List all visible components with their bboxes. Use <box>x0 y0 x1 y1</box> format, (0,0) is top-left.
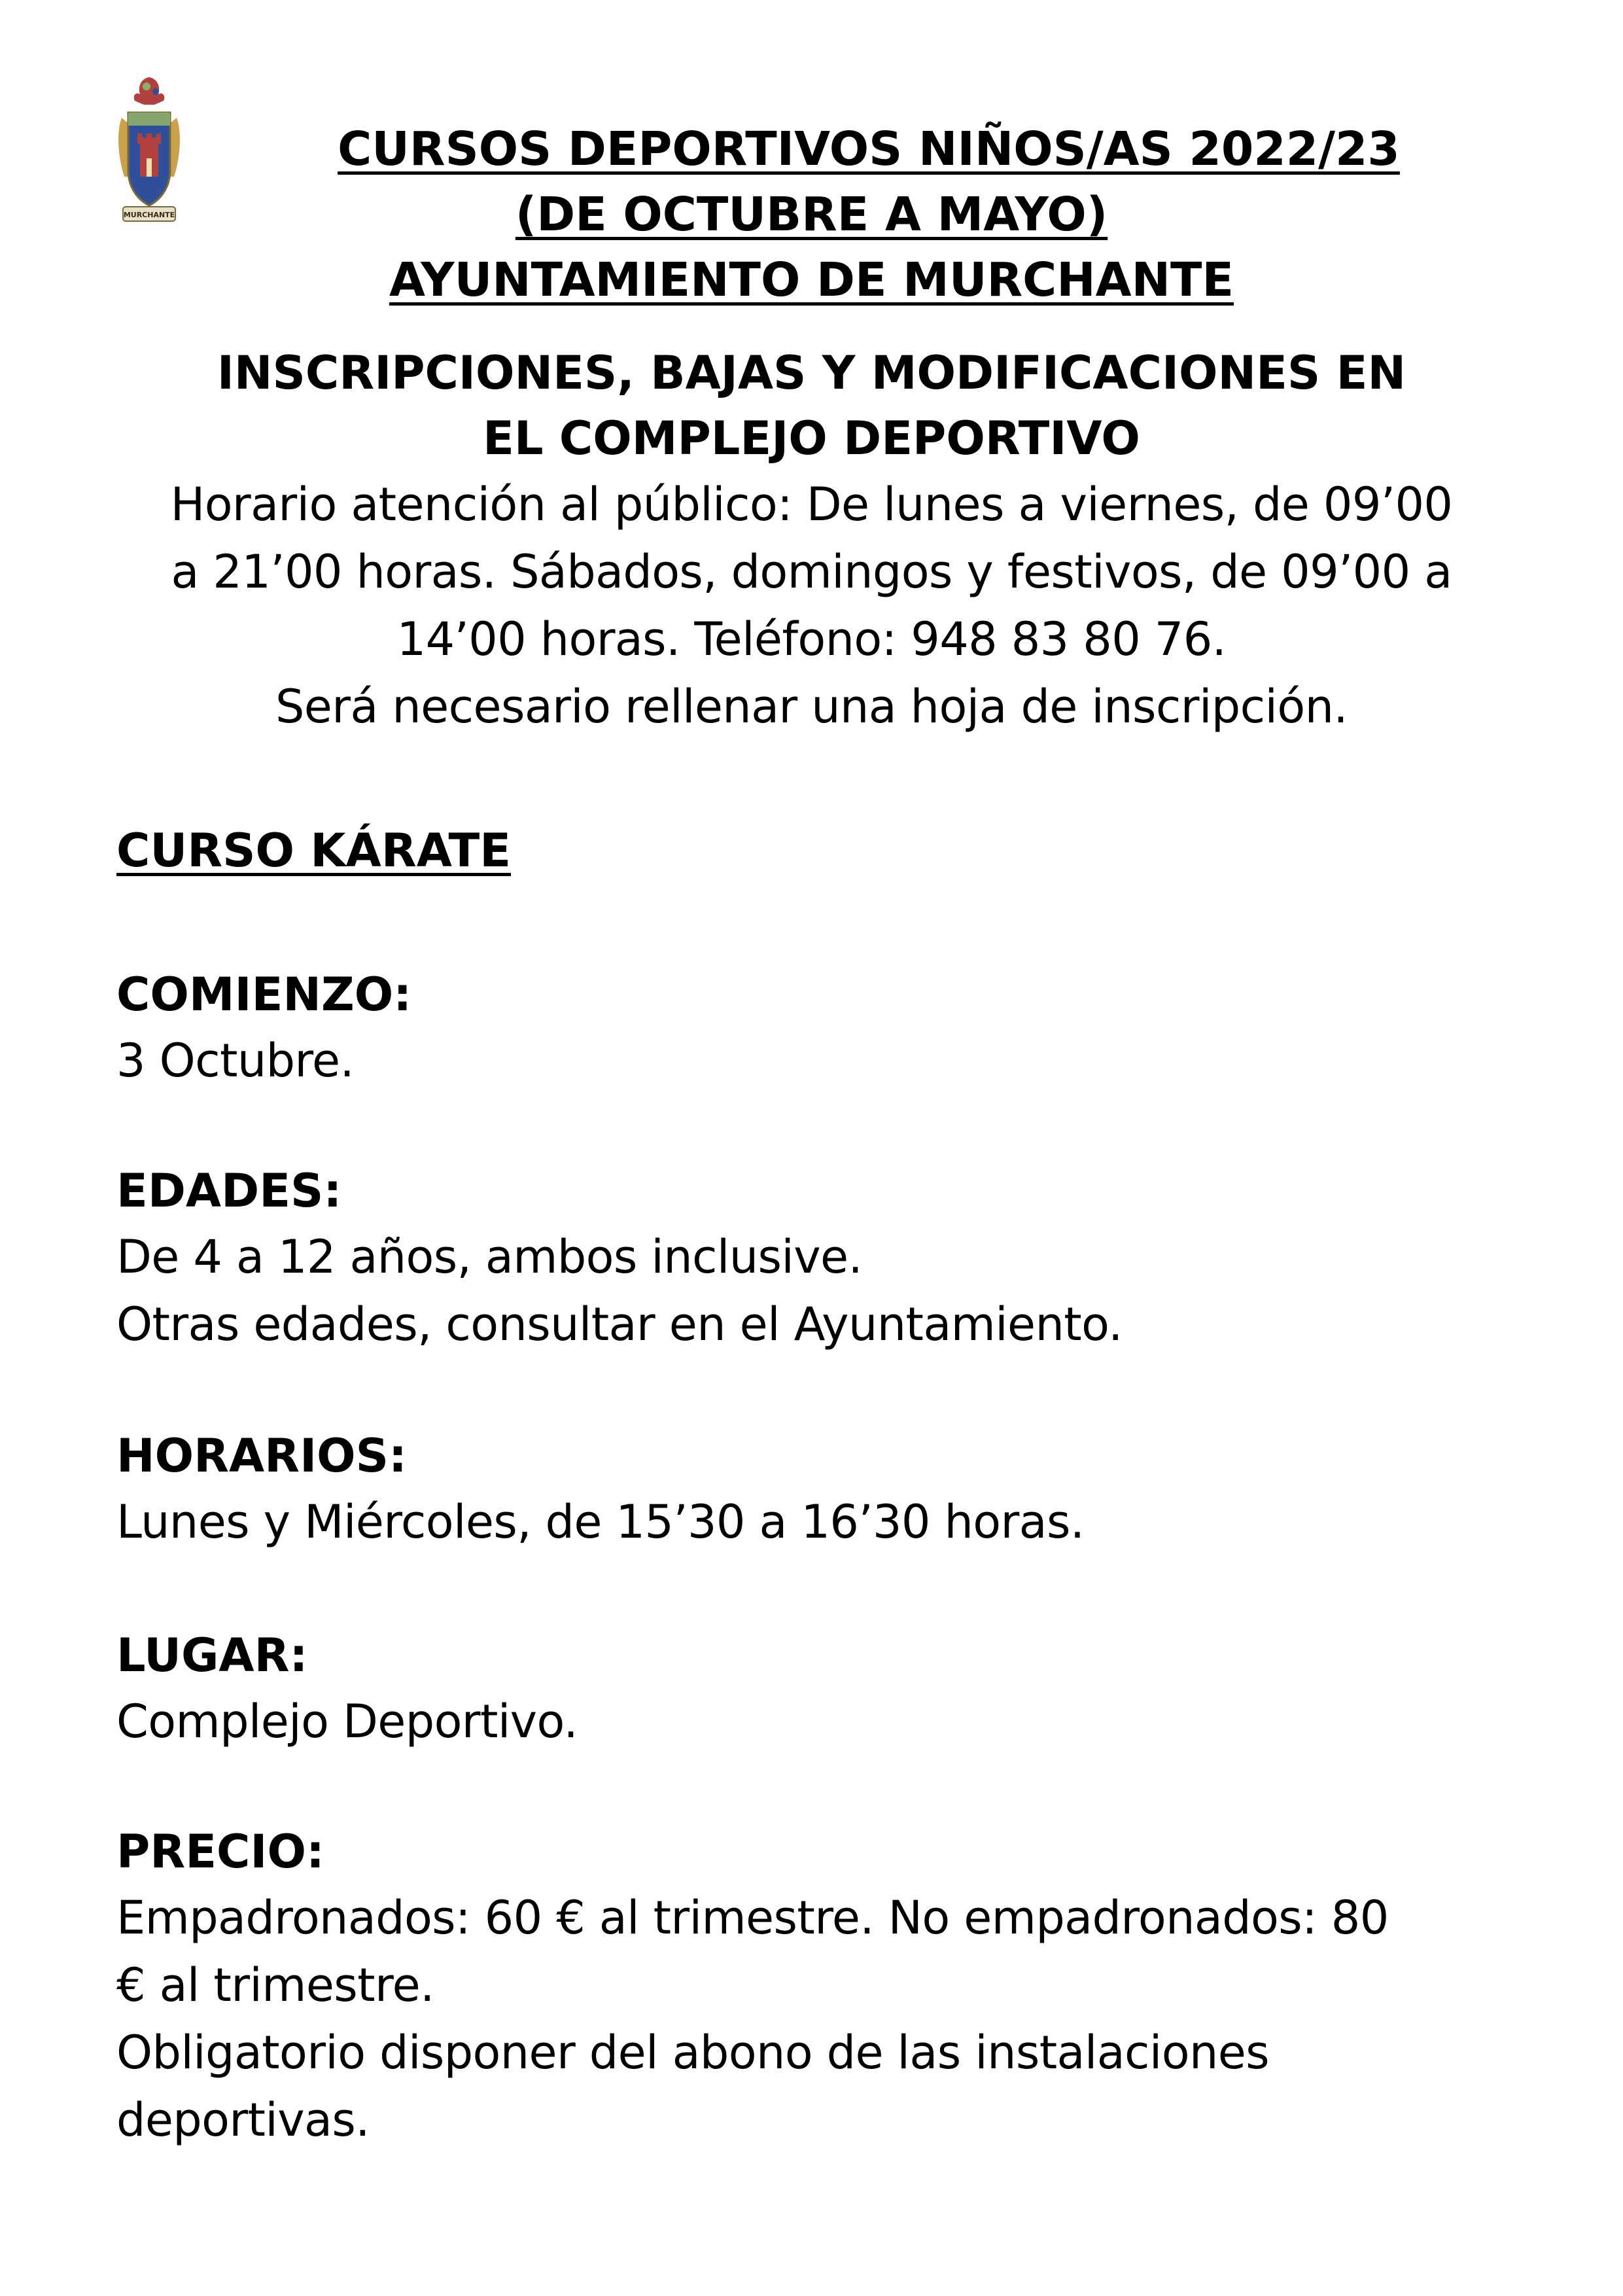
precio-value-line-3: Obligatorio disponer del abono de las instalaciones <box>116 2026 1270 2079</box>
lugar-label: LUGAR: <box>116 1629 308 1682</box>
comienzo-label: COMIENZO: <box>116 968 412 1021</box>
notice-form-line: Será necesario rellenar una hoja de inscripción. <box>275 680 1348 733</box>
section-precio <box>116 1819 1523 2154</box>
edades-value-line-1: De 4 a 12 años, ambos inclusive. <box>116 1230 863 1284</box>
comienzo-value: 3 Octubre. <box>116 1034 355 1087</box>
edades-label: EDADES: <box>116 1164 342 1218</box>
course-title: CURSO KÁRATE <box>116 824 512 877</box>
section-edades <box>116 1158 1523 1358</box>
horarios-value: Lunes y Miércoles, de 15’30 a 16’30 horas. <box>116 1495 1085 1549</box>
precio-value-line-1: Empadronados: 60 € al trimestre. No empadronados: 80 <box>116 1891 1389 1945</box>
edades-value-line-2: Otras edades, consultar en el Ayuntamiento. <box>116 1298 1123 1351</box>
horarios-label: HORARIOS: <box>116 1429 408 1483</box>
notice-hours-line-2: a 21’00 horas. Sábados, domingos y festivos, de 09’00 a <box>171 545 1452 599</box>
section-lugar <box>116 1623 1523 1756</box>
notice-phone-line: 14’00 horas. Teléfono: 948 83 80 76. <box>396 612 1227 666</box>
notice-hours-line-1: Horario atención al público: De lunes a viernes, de 09’00 <box>170 478 1453 531</box>
registration-notice <box>0 340 1623 741</box>
precio-value-line-2: € al trimestre. <box>116 1958 434 2012</box>
course-heading <box>116 818 1523 883</box>
section-horarios <box>116 1423 1523 1556</box>
header-title: CURSOS DEPORTIVOS NIÑOS/AS 2022/23 <box>338 122 1400 176</box>
notice-title-line-2: EL COMPLEJO DEPORTIVO <box>483 412 1140 465</box>
header-period: (DE OCTUBRE A MAYO) <box>515 187 1108 241</box>
precio-value-line-4: deportivas. <box>116 2093 370 2147</box>
svg-text:MURCHANTE: MURCHANTE <box>123 211 175 219</box>
section-comienzo <box>116 962 1523 1095</box>
document-header <box>0 116 1623 313</box>
header-organization: AYUNTAMIENTO DE MURCHANTE <box>389 253 1234 307</box>
notice-title-line-1: INSCRIPCIONES, BAJAS Y MODIFICACIONES EN <box>217 346 1406 400</box>
lugar-value: Complejo Deportivo. <box>116 1695 578 1748</box>
precio-label: PRECIO: <box>116 1825 324 1879</box>
